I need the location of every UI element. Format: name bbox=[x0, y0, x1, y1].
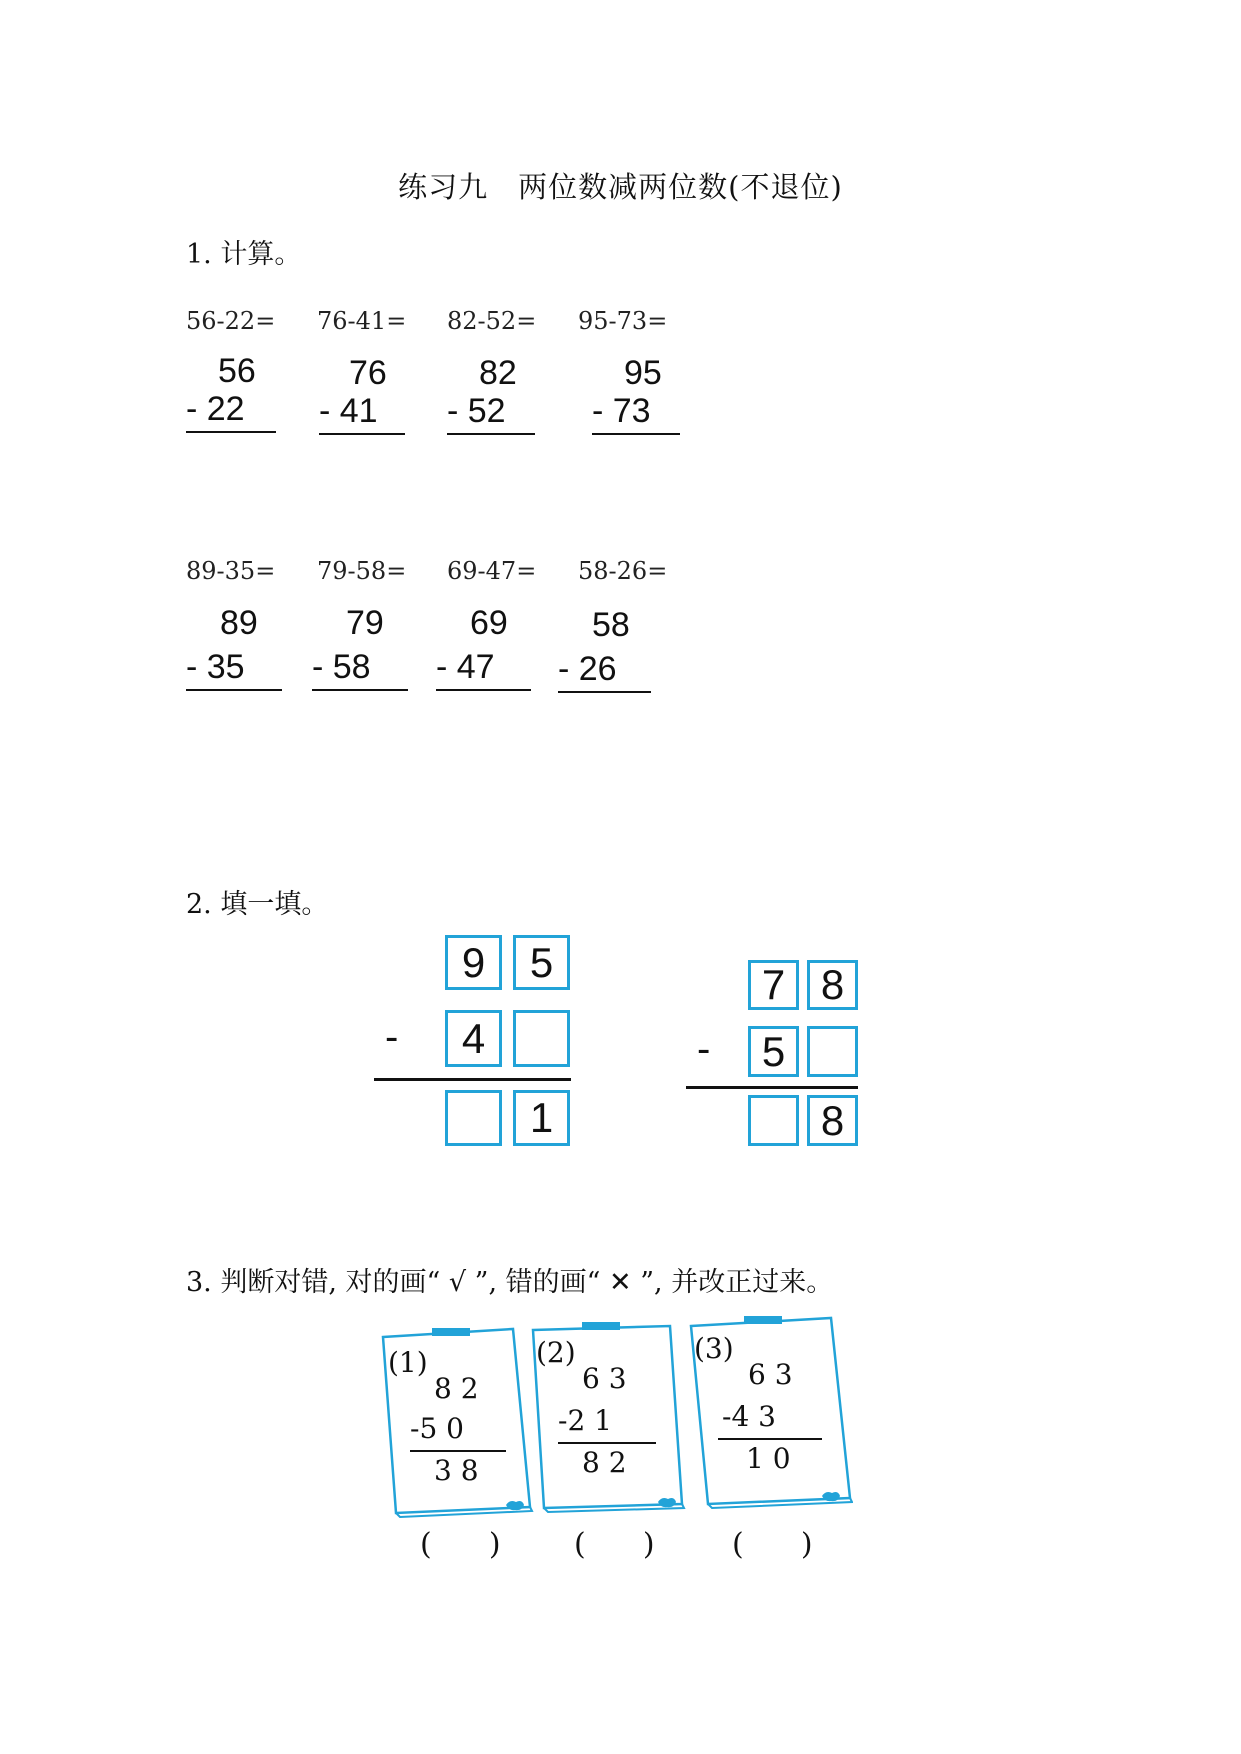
digit-box: 9 bbox=[445, 935, 502, 990]
minuend: 76 bbox=[349, 354, 387, 392]
blank-digit-box[interactable] bbox=[807, 1026, 858, 1077]
answer-line bbox=[447, 433, 535, 435]
minuend: 95 bbox=[624, 354, 662, 392]
answer-line bbox=[558, 691, 651, 693]
answer-line bbox=[186, 689, 282, 691]
vertical-subtraction bbox=[447, 354, 535, 435]
minuend: 69 bbox=[470, 604, 508, 642]
card-answer-line bbox=[558, 1442, 656, 1444]
problem-card bbox=[688, 1310, 853, 1515]
equation: 69-47= bbox=[447, 557, 537, 585]
card-result: 1 0 bbox=[746, 1442, 791, 1475]
card-minuend: 8 2 bbox=[434, 1372, 479, 1405]
minuend: 79 bbox=[346, 604, 384, 642]
digit-box: 5 bbox=[748, 1026, 799, 1077]
subtrahend: - 73 bbox=[592, 392, 651, 430]
subtrahend: - 47 bbox=[436, 648, 495, 686]
blank-digit-box[interactable] bbox=[513, 1010, 570, 1067]
card-subtrahend: -2 1 bbox=[558, 1404, 612, 1437]
subtrahend: - 35 bbox=[186, 648, 245, 686]
digit-box: 5 bbox=[513, 935, 570, 990]
digit-box: 7 bbox=[748, 960, 799, 1010]
card-label: (3) bbox=[694, 1332, 734, 1365]
digit-box: 8 bbox=[807, 960, 858, 1010]
minus-sign: - bbox=[385, 1015, 399, 1059]
equation: 58-26= bbox=[578, 557, 668, 585]
answer-blank[interactable]: ( ) bbox=[574, 1527, 655, 1562]
equation: 89-35= bbox=[186, 557, 276, 585]
answer-line bbox=[312, 689, 408, 691]
answer-line bbox=[686, 1086, 858, 1089]
vertical-subtraction bbox=[558, 606, 651, 693]
section2-heading: 2. 填一填。 bbox=[186, 889, 329, 920]
equation: 76-41= bbox=[317, 307, 407, 335]
answer-line bbox=[592, 433, 680, 435]
minuend: 89 bbox=[220, 604, 258, 642]
card-answer-line bbox=[718, 1438, 822, 1440]
answer-line bbox=[436, 689, 531, 691]
subtrahend: - 58 bbox=[312, 648, 371, 686]
subtrahend: - 26 bbox=[558, 650, 617, 688]
answer-blank[interactable]: ( ) bbox=[732, 1527, 813, 1562]
digit-box: 8 bbox=[807, 1095, 858, 1146]
subtrahend: - 52 bbox=[447, 392, 506, 430]
card-result: 8 2 bbox=[582, 1446, 627, 1479]
digit-box: 1 bbox=[513, 1090, 570, 1146]
answer-line bbox=[374, 1078, 571, 1081]
card-label: (2) bbox=[536, 1336, 576, 1369]
card-minuend: 6 3 bbox=[582, 1362, 627, 1395]
equation: 56-22= bbox=[186, 307, 276, 335]
minus-sign: - bbox=[697, 1027, 711, 1071]
card-label: (1) bbox=[388, 1346, 428, 1379]
equation: 79-58= bbox=[317, 557, 407, 585]
page-title: 练习九 两位数减两位数(不退位) bbox=[398, 170, 843, 204]
vertical-subtraction bbox=[186, 352, 276, 433]
vertical-subtraction bbox=[312, 604, 408, 691]
card-result: 3 8 bbox=[434, 1454, 479, 1487]
minuend: 56 bbox=[218, 352, 256, 390]
vertical-subtraction bbox=[186, 604, 282, 691]
blank-digit-box[interactable] bbox=[445, 1090, 502, 1146]
equation: 95-73= bbox=[578, 307, 668, 335]
card-subtrahend: -5 0 bbox=[410, 1412, 464, 1445]
digit-box: 4 bbox=[445, 1010, 502, 1067]
problem-card bbox=[380, 1318, 540, 1518]
section3-heading: 3. 判断对错, 对的画“ √ ”, 错的画“ ✕ ”, 并改正过来。 bbox=[186, 1267, 834, 1298]
answer-blank[interactable]: ( ) bbox=[420, 1527, 501, 1562]
answer-line bbox=[186, 431, 276, 433]
vertical-subtraction bbox=[436, 604, 531, 691]
card-subtrahend: -4 3 bbox=[722, 1400, 776, 1433]
subtrahend: - 41 bbox=[319, 392, 378, 430]
minuend: 82 bbox=[479, 354, 517, 392]
card-minuend: 6 3 bbox=[748, 1358, 793, 1391]
vertical-subtraction bbox=[592, 354, 680, 435]
equation: 82-52= bbox=[447, 307, 537, 335]
problem-card bbox=[530, 1312, 690, 1517]
vertical-subtraction bbox=[319, 354, 405, 435]
answer-line bbox=[319, 433, 405, 435]
section1-heading: 1. 计算。 bbox=[186, 239, 302, 270]
blank-digit-box[interactable] bbox=[748, 1095, 799, 1146]
subtrahend: - 22 bbox=[186, 390, 245, 428]
card-answer-line bbox=[410, 1450, 506, 1452]
minuend: 58 bbox=[592, 606, 630, 644]
